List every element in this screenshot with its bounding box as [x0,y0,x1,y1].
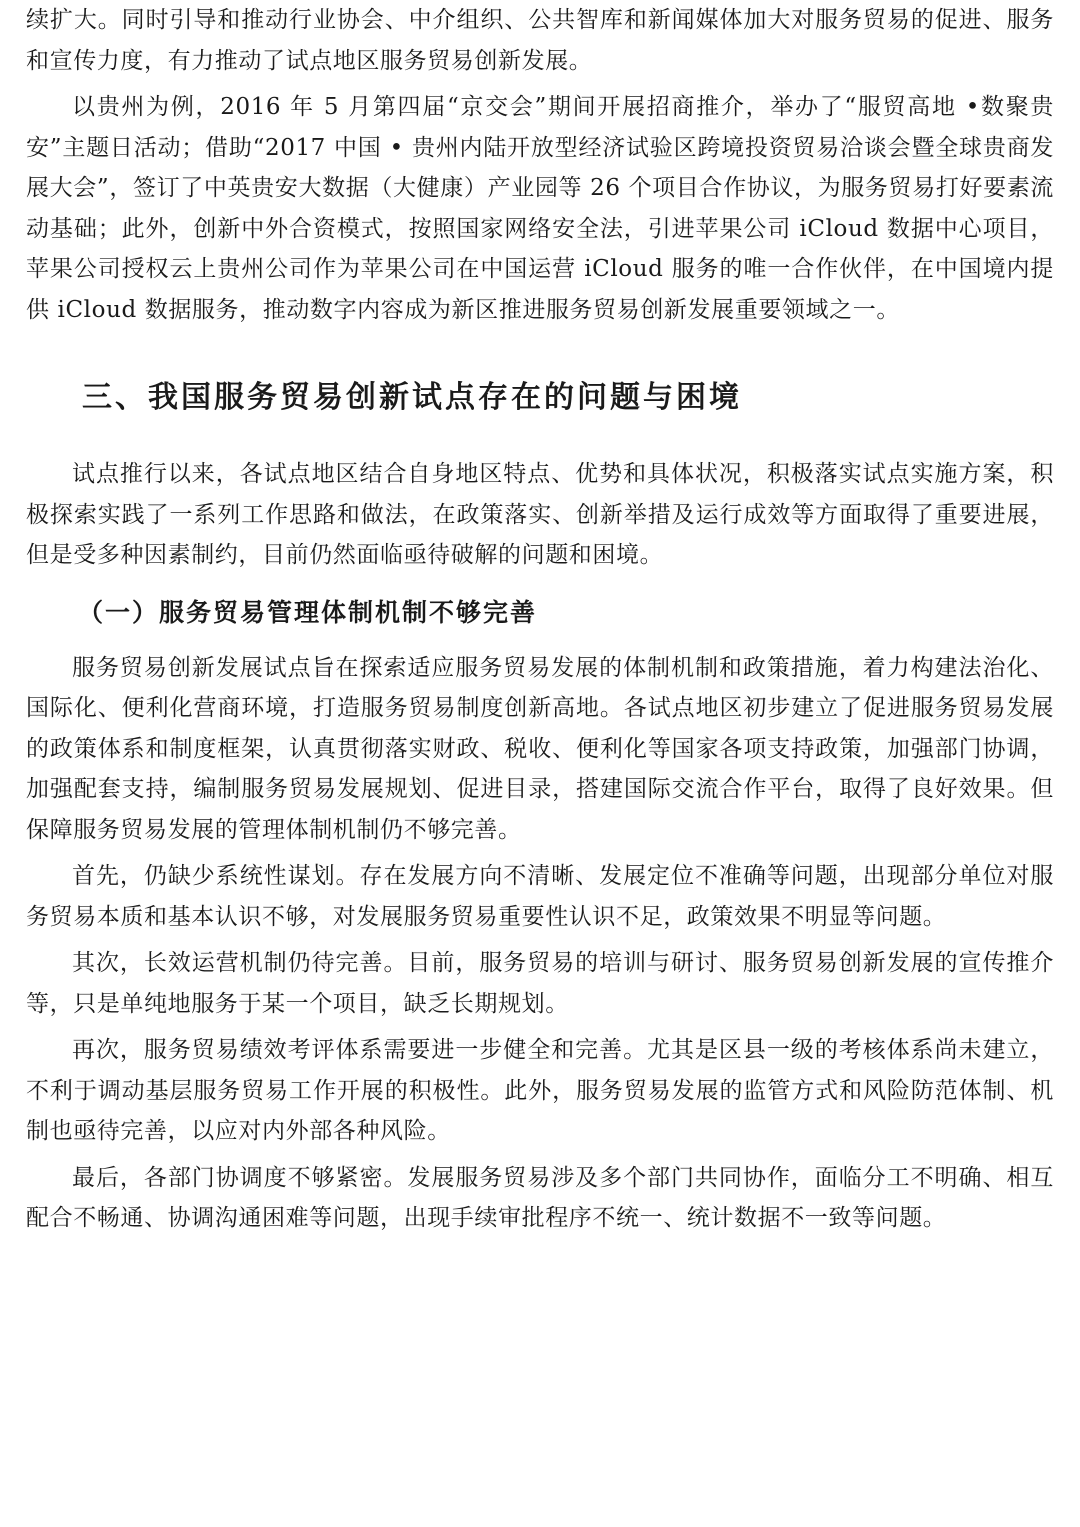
paragraph-continued: 续扩大。同时引导和推动行业协会、中介组织、公共智库和新闻媒体加大对服务贸易的促进、服务和宣传力度，有力推动了试点地区服务贸易创新发展。 [26,7,1054,74]
paragraph-last-point: 最后，各部门协调度不够紧密。发展服务贸易涉及多个部门共同协作，面临分工不明确、相互配合不畅通、协调沟通困难等问题，出现手续审批程序不统一、统计数据不一致等问题。 [26,1164,1054,1231]
paragraph-second-point: 其次，长效运营机制仍待完善。目前，服务贸易的培训与研讨、服务贸易创新发展的宣传推介等，只是单纯地服务于某一个项目，缺乏长期规划。 [26,950,1054,1017]
paragraph-first-point: 首先，仍缺少系统性谋划。存在发展方向不清晰、发展定位不准确等问题，出现部分单位对服务贸易本质和基本认识不够，对发展服务贸易重要性认识不足，政策效果不明显等问题。 [26,863,1054,930]
section-heading: 三、我国服务贸易创新试点存在的问题与困境 [82,380,742,415]
section-intro-paragraph: 试点推行以来，各试点地区结合自身地区特点、优势和具体状况，积极落实试点实施方案，积极探索实践了一系列工作思路和做法，在政策落实、创新举措及运行成效等方面取得了重要进展，但是受多种因素制约，目前仍然面临亟待破解的问题和困境。 [26,461,1054,568]
subsection-heading: （一）服务贸易管理体制机制不够完善 [78,597,538,627]
paragraph-overview: 服务贸易创新发展试点旨在探索适应服务贸易发展的体制机制和政策措施，着力构建法治化、国际化、便利化营商环境，打造服务贸易制度创新高地。各试点地区初步建立了促进服务贸易发展的政策体系和制度框架，认真贯彻落实财政、税收、便利化等国家各项支持政策，加强部门协调，加强配套支持，编制服务贸易发展规划、促进目录，搭建国际交流合作平台，取得了良好效果。但保障服务贸易发展的管理体制机制仍不够完善。 [26,654,1054,843]
paragraph-third-point: 再次，服务贸易绩效考评体系需要进一步健全和完善。尤其是区县一级的考核体系尚未建立，不利于调动基层服务贸易工作开展的积极性。此外，服务贸易发展的监管方式和风险防范体制、机制也亟待完善，以应对内外部各种风险。 [26,1037,1054,1144]
paragraph-guizhou-example: 以贵州为例，2016 年 5 月第四届“京交会”期间开展招商推介，举办了“服贸高地 •数聚贵安”主题日活动；借助“2017 中国 • 贵州内陆开放型经济试验区跨境投资贸易洽谈会暨全球贵商发展大会”，签订了中英贵安大数据（大健康）产业园等 26 个项目合作协议，为服务贸易打好要素流动基础；此外，创新中外合资模式，按照国家网络安全法，引进苹果公司 iCloud 数据中心项目，苹果公司授权云上贵州公司作为苹果公司在中国运营 iCloud 服务的唯一合作伙伴，在中国境内提供 iCloud 数据服务，推动数字内容成为新区推进服务贸易创新发展重要领域之一。 [26,94,1054,323]
